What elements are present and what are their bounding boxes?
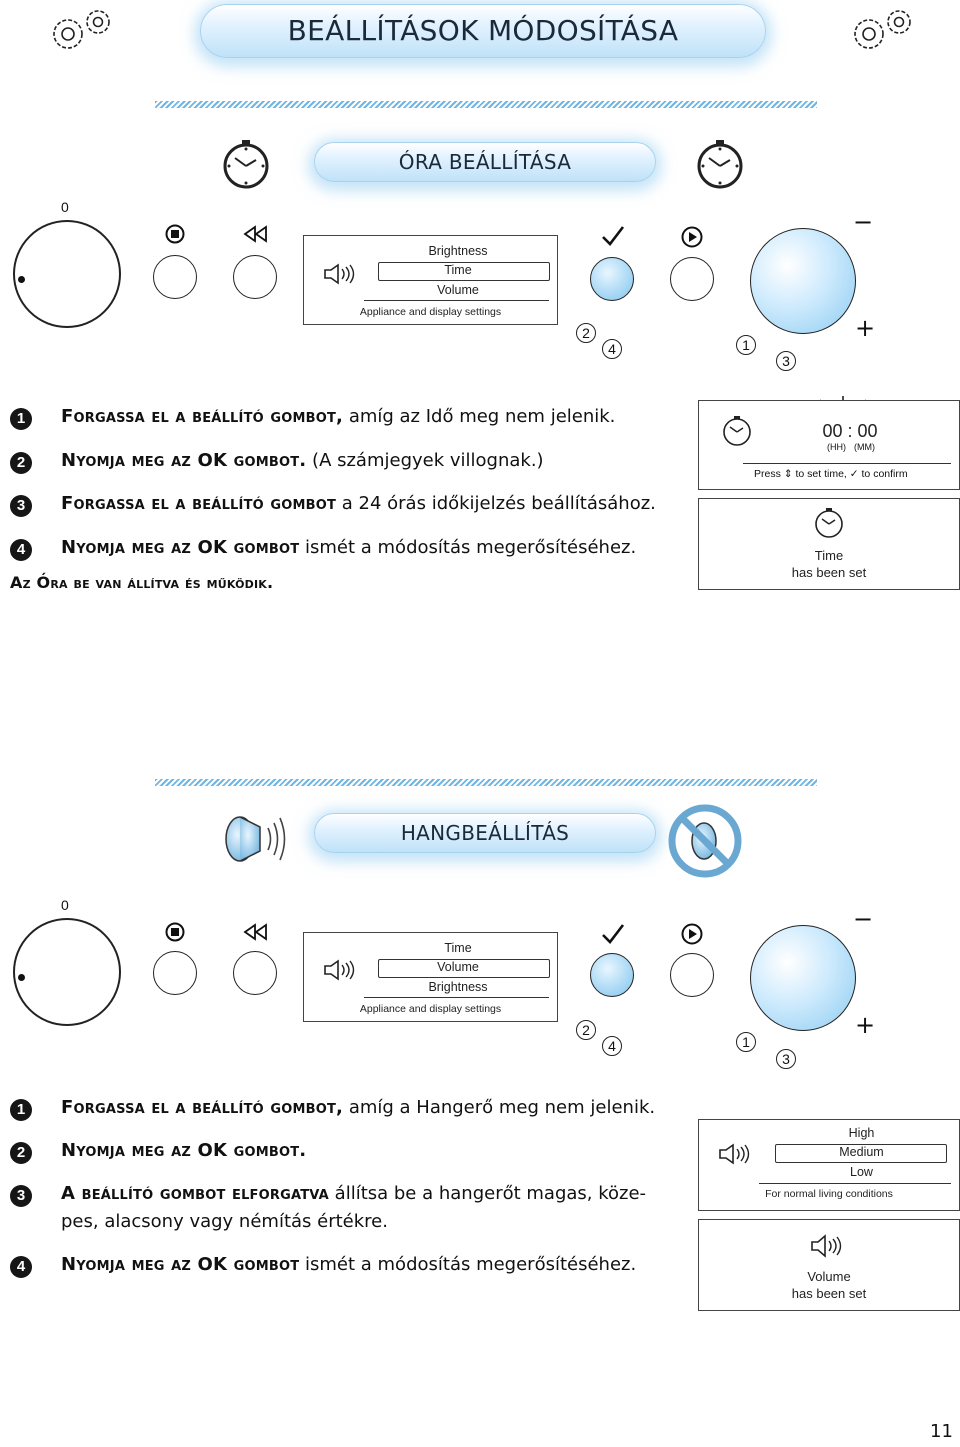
display-line-2: Volume xyxy=(437,960,479,974)
stop-button[interactable] xyxy=(153,951,197,995)
callout-1: 1 xyxy=(736,1032,756,1052)
display-footer: Appliance and display settings xyxy=(359,1003,502,1015)
ok-button[interactable] xyxy=(590,953,634,997)
step-1: Forgassa el a beállító gombot, amíg az Idő meg nem jelenik. xyxy=(61,406,616,427)
step-badge-3: 3 xyxy=(10,1185,32,1207)
clock-icon xyxy=(220,138,272,190)
step-3-cont: pes, alacsony vagy némítás értékre. xyxy=(61,1211,388,1232)
back-button[interactable] xyxy=(233,255,277,299)
main-title: BEÁLLÍTÁSOK MÓDOSÍTÁSA xyxy=(200,4,766,58)
checkmark-icon xyxy=(601,225,625,247)
stop-icon xyxy=(165,922,185,942)
display-line-1: Time xyxy=(444,941,472,955)
speaker-icon xyxy=(809,1234,847,1258)
speaker-icon xyxy=(717,1143,755,1165)
play-icon xyxy=(681,923,703,945)
section-title-sound: HANGBEÁLLÍTÁS xyxy=(314,813,656,853)
volume-panel xyxy=(698,1119,960,1211)
callout-3: 3 xyxy=(776,1049,796,1069)
knob-zero-label: 0 xyxy=(61,199,69,215)
clock-icon xyxy=(813,507,845,539)
final-note: Az Óra be van állítva és működik. xyxy=(10,573,274,592)
callout-2: 2 xyxy=(576,1020,596,1040)
back-button[interactable] xyxy=(233,951,277,995)
play-icon xyxy=(681,226,703,248)
stop-icon xyxy=(165,224,185,244)
step-badge-2: 2 xyxy=(10,452,32,474)
divider xyxy=(155,101,817,108)
confirm-line-1: Time xyxy=(814,548,844,563)
minus-label: − xyxy=(853,208,874,236)
display-footer: Appliance and display settings xyxy=(359,306,502,318)
clock-icon xyxy=(721,415,753,447)
callout-4: 4 xyxy=(602,1036,622,1056)
checkmark-icon: ✓ xyxy=(849,468,859,480)
minus-label: − xyxy=(853,905,874,933)
callout-2: 2 xyxy=(576,323,596,343)
display-line-2: Time xyxy=(444,263,472,277)
hh-label: (HH) xyxy=(827,442,846,452)
display-line-3: Brightness xyxy=(428,980,488,994)
step-badge-2: 2 xyxy=(10,1142,32,1164)
step-3: A beállító gombot elforgatva állítsa be a hangerőt magas, köze- xyxy=(61,1183,647,1204)
display-line-3: Volume xyxy=(437,283,479,297)
display-panel xyxy=(303,932,558,1022)
step-2: Nyomja meg az OK gombot. (A számjegyek villognak.) xyxy=(61,450,544,471)
section-title-clock: ÓRA BEÁLLÍTÁSA xyxy=(314,142,656,182)
step-badge-4: 4 xyxy=(10,539,32,561)
plus-label: + xyxy=(855,1011,876,1039)
start-button[interactable] xyxy=(670,257,714,301)
volume-line-1: High xyxy=(848,1126,875,1140)
time-panel-rule xyxy=(743,463,951,464)
page-number: 11 xyxy=(930,1421,953,1442)
volume-line-2: Medium xyxy=(839,1145,884,1159)
speaker-icon xyxy=(220,810,296,868)
confirm-line-2: has been set xyxy=(791,565,867,580)
callout-1: 1 xyxy=(736,335,756,355)
step-3: Forgassa el a beállító gombot a 24 órás időkijelzés beállításához. xyxy=(61,493,656,514)
adjust-knob[interactable] xyxy=(750,925,856,1031)
step-badge-1: 1 xyxy=(10,408,32,430)
selector-knob[interactable] xyxy=(13,220,121,328)
step-4: Nyomja meg az OK gombot ismét a módosítás megerősítéséhez. xyxy=(61,537,637,558)
plus-label: + xyxy=(855,314,876,342)
gear-icon xyxy=(845,4,921,56)
rewind-icon xyxy=(242,923,268,941)
stop-button[interactable] xyxy=(153,255,197,299)
adjust-knob[interactable] xyxy=(750,228,856,334)
volume-footer: For normal living conditions xyxy=(765,1188,893,1200)
start-button[interactable] xyxy=(670,953,714,997)
knob-zero-label: 0 xyxy=(61,897,69,913)
speaker-icon xyxy=(322,263,360,285)
step-badge-1: 1 xyxy=(10,1099,32,1121)
selector-knob[interactable] xyxy=(13,918,121,1026)
knob-indicator xyxy=(18,276,25,283)
time-hint: Press ⇕ to set time, ✓ to confirm xyxy=(754,468,908,480)
knob-indicator xyxy=(18,974,25,981)
updown-icon: ⇕ xyxy=(783,468,793,480)
display-line-1: Brightness xyxy=(428,244,488,258)
time-setting-panel xyxy=(698,400,960,490)
ok-button[interactable] xyxy=(590,257,634,301)
time-confirm-panel xyxy=(698,498,960,590)
mm-label: (MM) xyxy=(854,442,875,452)
display-rule xyxy=(364,997,549,998)
step-2: Nyomja meg az OK gombot. xyxy=(61,1140,307,1161)
display-panel xyxy=(303,235,558,325)
step-badge-3: 3 xyxy=(10,495,32,517)
volume-confirm-panel xyxy=(698,1219,960,1311)
mute-icon xyxy=(668,804,742,878)
display-rule xyxy=(364,300,549,301)
callout-3: 3 xyxy=(776,351,796,371)
checkmark-icon xyxy=(601,923,625,945)
step-badge-4: 4 xyxy=(10,1256,32,1278)
volume-line-3: Low xyxy=(850,1165,873,1179)
rewind-icon xyxy=(242,225,268,243)
step-4: Nyomja meg az OK gombot ismét a módosítás megerősítéséhez. xyxy=(61,1254,637,1275)
callout-4: 4 xyxy=(602,339,622,359)
confirm-line-1: Volume xyxy=(807,1269,851,1284)
time-value: 00 : 00 xyxy=(822,421,878,441)
confirm-line-2: has been set xyxy=(791,1286,867,1301)
divider xyxy=(155,779,817,786)
speaker-icon xyxy=(322,959,360,981)
volume-rule xyxy=(759,1183,951,1184)
step-1: Forgassa el a beállító gombot, amíg a Hangerő meg nem jelenik. xyxy=(61,1097,656,1118)
gear-icon xyxy=(44,4,120,56)
clock-icon xyxy=(694,138,746,190)
